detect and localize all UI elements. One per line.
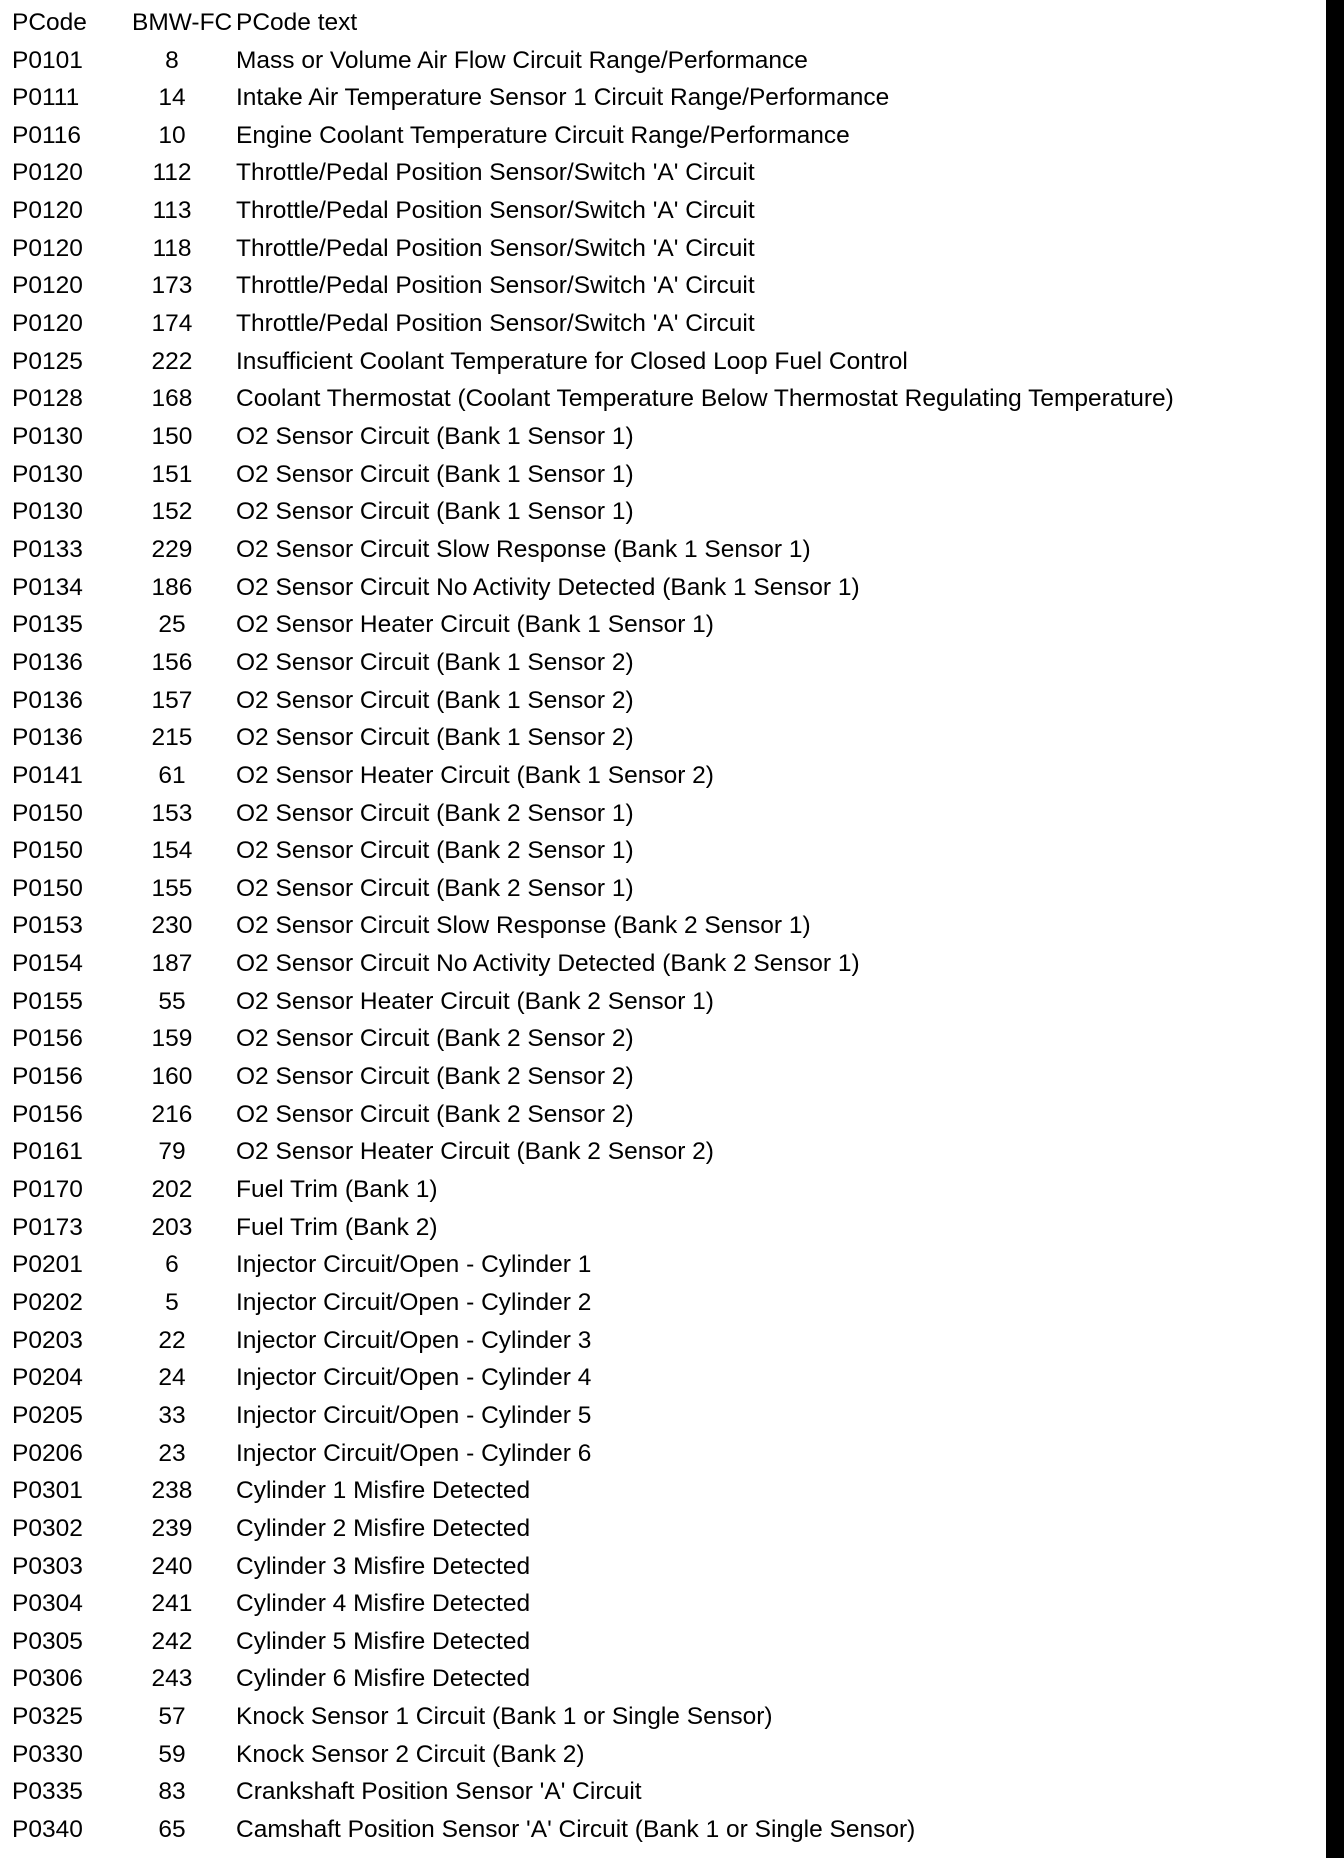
bmw-fc-cell: 152 <box>151 498 193 526</box>
table-row <box>0 1322 1320 1360</box>
pcode-cell: P0136 <box>12 686 83 714</box>
pcode-text-cell: O2 Sensor Circuit Slow Response (Bank 1 Sensor 1) <box>236 535 811 563</box>
pcode-cell: P0340 <box>12 1816 83 1844</box>
bmw-fc-cell: 241 <box>151 1590 193 1618</box>
bmw-fc-cell: 153 <box>151 799 193 827</box>
pcode-cell: P0304 <box>12 1590 83 1618</box>
bmw-fc-cell: 59 <box>158 1740 186 1768</box>
bmw-fc-cell: 168 <box>151 385 193 413</box>
bmw-fc-cell: 174 <box>151 310 193 338</box>
pcode-cell: P0125 <box>12 347 83 375</box>
table-row <box>0 832 1320 870</box>
pcode-cell: P0306 <box>12 1665 83 1693</box>
pcode-text-cell: O2 Sensor Circuit (Bank 2 Sensor 1) <box>236 799 634 827</box>
header-pcode: PCode <box>12 9 87 36</box>
pcode-text-cell: Coolant Thermostat (Coolant Temperature Below Thermostat Regulating Temperature) <box>236 385 1174 413</box>
pcode-cell: P0155 <box>12 987 83 1015</box>
bmw-fc-cell: 157 <box>151 686 193 714</box>
table-row <box>0 983 1320 1021</box>
table-row <box>0 1171 1320 1209</box>
pcode-text-cell: Cylinder 4 Misfire Detected <box>236 1590 531 1618</box>
pcode-text-cell: O2 Sensor Circuit (Bank 2 Sensor 1) <box>236 837 634 865</box>
bmw-fc-cell: 202 <box>151 1176 193 1203</box>
table-row <box>0 493 1320 531</box>
pcode-text-cell: O2 Sensor Circuit (Bank 2 Sensor 1) <box>236 874 634 902</box>
pcode-text-cell: O2 Sensor Circuit Slow Response (Bank 2 Sensor 1) <box>236 912 811 940</box>
table-row <box>0 606 1320 644</box>
pcode-text-cell: O2 Sensor Heater Circuit (Bank 1 Sensor 1) <box>236 611 714 639</box>
bmw-fc-cell: 8 <box>165 46 179 74</box>
table-row <box>0 456 1320 494</box>
table-row <box>0 1736 1320 1774</box>
bmw-fc-cell: 215 <box>151 724 193 752</box>
pcode-cell: P0203 <box>12 1326 83 1354</box>
pcode-text-cell: Throttle/Pedal Position Sensor/Switch 'A' Circuit <box>236 272 755 300</box>
pcode-cell: P0120 <box>12 159 83 187</box>
pcode-text-cell: O2 Sensor Circuit (Bank 1 Sensor 2) <box>236 724 634 752</box>
bmw-fc-cell: 222 <box>151 347 193 375</box>
pcode-text-cell: Injector Circuit/Open - Cylinder 2 <box>236 1288 592 1316</box>
pcode-cell: P0133 <box>12 535 83 563</box>
pcode-text-cell: Throttle/Pedal Position Sensor/Switch 'A' Circuit <box>236 310 755 338</box>
bmw-fc-cell: 23 <box>158 1439 186 1467</box>
table-row <box>0 192 1320 230</box>
table-row <box>0 1359 1320 1397</box>
table-row <box>0 1397 1320 1435</box>
table-header <box>0 4 1320 42</box>
pcode-cell: P0156 <box>12 1100 83 1128</box>
table-row <box>0 418 1320 456</box>
bmw-fc-cell: 187 <box>151 950 193 978</box>
pcode-cell: P0204 <box>12 1364 83 1392</box>
bmw-fc-cell: 14 <box>158 84 186 112</box>
bmw-fc-cell: 229 <box>151 535 193 563</box>
bmw-fc-cell: 25 <box>158 611 186 639</box>
pcode-cell: P0150 <box>12 799 83 827</box>
pcode-cell: P0120 <box>12 272 83 300</box>
table-row <box>0 870 1320 908</box>
table-row <box>0 1435 1320 1473</box>
pcode-text-cell: Cylinder 3 Misfire Detected <box>236 1552 531 1580</box>
pcode-cell: P0101 <box>12 46 83 74</box>
table-row <box>0 1209 1320 1247</box>
bmw-fc-cell: 216 <box>151 1100 193 1128</box>
table-row <box>0 1133 1320 1171</box>
bmw-fc-cell: 55 <box>158 987 186 1015</box>
table-row <box>0 154 1320 192</box>
pcode-text-cell: Injector Circuit/Open - Cylinder 3 <box>236 1326 592 1354</box>
pcode-cell: P0303 <box>12 1552 83 1580</box>
pcode-cell: P0111 <box>12 84 80 112</box>
table-row <box>0 117 1320 155</box>
table-row <box>0 1020 1320 1058</box>
bmw-fc-cell: 57 <box>158 1703 186 1731</box>
bmw-fc-cell: 61 <box>158 761 186 789</box>
table-row <box>0 569 1320 607</box>
right-edge-bar <box>1326 0 1344 1858</box>
pcode-cell: P0135 <box>12 611 83 639</box>
bmw-fc-cell: 160 <box>151 1063 193 1091</box>
table-row <box>0 79 1320 117</box>
pcode-text-cell: O2 Sensor Circuit (Bank 1 Sensor 1) <box>236 423 634 450</box>
header-bmw-fc: BMW-FC <box>132 9 233 36</box>
table-row <box>0 531 1320 569</box>
pcode-text-cell: O2 Sensor Heater Circuit (Bank 1 Sensor 2) <box>236 761 714 789</box>
bmw-fc-cell: 150 <box>151 423 193 450</box>
bmw-fc-cell: 33 <box>158 1401 186 1429</box>
pcode-text-cell: O2 Sensor Circuit (Bank 1 Sensor 2) <box>236 686 634 714</box>
bmw-fc-cell: 10 <box>158 121 186 149</box>
pcode-text-cell: Injector Circuit/Open - Cylinder 1 <box>236 1251 592 1279</box>
pcode-text-cell: Knock Sensor 2 Circuit (Bank 2) <box>236 1740 585 1768</box>
pcode-cell: P0134 <box>12 573 83 601</box>
pcode-text-cell: O2 Sensor Circuit (Bank 1 Sensor 1) <box>236 498 634 526</box>
pcode-text-cell: Cylinder 5 Misfire Detected <box>236 1627 531 1655</box>
bmw-fc-cell: 151 <box>151 460 193 488</box>
table-row <box>0 1660 1320 1698</box>
bmw-fc-cell: 6 <box>165 1251 179 1279</box>
table-row <box>0 1585 1320 1623</box>
table-row <box>0 757 1320 795</box>
pcode-cell: P0150 <box>12 837 83 865</box>
pcode-cell: P0206 <box>12 1439 83 1467</box>
pcode-cell: P0130 <box>12 498 83 526</box>
pcode-text-cell: Engine Coolant Temperature Circuit Range/Performance <box>236 121 850 149</box>
bmw-fc-cell: 159 <box>151 1025 193 1053</box>
pcode-cell: P0201 <box>12 1251 83 1279</box>
bmw-fc-cell: 65 <box>158 1816 186 1844</box>
table-row <box>0 1284 1320 1322</box>
pcode-text-cell: O2 Sensor Heater Circuit (Bank 2 Sensor 2) <box>236 1138 714 1166</box>
pcode-cell: P0116 <box>12 121 82 149</box>
bmw-fc-cell: 238 <box>151 1477 193 1505</box>
bmw-fc-cell: 155 <box>151 874 193 902</box>
bmw-fc-cell: 242 <box>151 1627 193 1655</box>
pcode-cell: P0302 <box>12 1514 83 1542</box>
table-row <box>0 1548 1320 1586</box>
pcode-text-cell: Cylinder 6 Misfire Detected <box>236 1665 531 1693</box>
bmw-fc-cell: 112 <box>152 159 192 187</box>
bmw-fc-cell: 118 <box>152 234 192 262</box>
pcode-text-cell: Insufficient Coolant Temperature for Closed Loop Fuel Control <box>236 347 908 375</box>
pcode-text-cell: Fuel Trim (Bank 2) <box>236 1213 438 1241</box>
pcode-cell: P0205 <box>12 1401 83 1429</box>
bmw-fc-cell: 5 <box>165 1288 179 1316</box>
table-row <box>0 230 1320 268</box>
pcode-cell: P0335 <box>12 1778 83 1806</box>
pcode-cell: P0150 <box>12 874 83 902</box>
table-row <box>0 907 1320 945</box>
pcode-text-cell: O2 Sensor Circuit No Activity Detected (Bank 1 Sensor 1) <box>236 573 860 601</box>
table-row <box>0 343 1320 381</box>
pcode-text-cell: Injector Circuit/Open - Cylinder 6 <box>236 1439 592 1467</box>
pcode-cell: P0120 <box>12 310 83 338</box>
table-row <box>0 1472 1320 1510</box>
pcode-text-cell: Throttle/Pedal Position Sensor/Switch 'A' Circuit <box>236 197 755 225</box>
pcode-text-cell: Camshaft Position Sensor 'A' Circuit (Bank 1 or Single Sensor) <box>236 1816 916 1844</box>
bmw-fc-cell: 240 <box>151 1552 193 1580</box>
pcode-cell: P0325 <box>12 1703 83 1731</box>
table-row <box>0 682 1320 720</box>
pcode-text-cell: O2 Sensor Circuit (Bank 2 Sensor 2) <box>236 1025 634 1053</box>
bmw-fc-cell: 239 <box>151 1514 193 1542</box>
table-row <box>0 267 1320 305</box>
pcode-cell: P0136 <box>12 648 83 676</box>
pcode-cell: P0202 <box>12 1288 83 1316</box>
pcode-cell: P0128 <box>12 385 83 413</box>
table-row <box>0 1773 1320 1811</box>
pcode-cell: P0154 <box>12 950 83 978</box>
pcode-cell: P0136 <box>12 724 83 752</box>
pcode-text-cell: Crankshaft Position Sensor 'A' Circuit <box>236 1778 642 1806</box>
bmw-fc-cell: 156 <box>151 648 193 676</box>
pcode-text-cell: Mass or Volume Air Flow Circuit Range/Performance <box>236 46 808 74</box>
pcode-cell: P0301 <box>12 1477 83 1505</box>
table-row <box>0 945 1320 983</box>
pcode-cell: P0156 <box>12 1063 83 1091</box>
bmw-fc-cell: 113 <box>152 197 192 225</box>
table-row <box>0 1811 1320 1849</box>
bmw-fc-cell: 173 <box>151 272 193 300</box>
pcode-text-cell: Injector Circuit/Open - Cylinder 5 <box>236 1401 592 1429</box>
pcode-cell: P0170 <box>12 1176 83 1203</box>
table-row <box>0 1246 1320 1284</box>
bmw-fc-cell: 83 <box>158 1778 186 1806</box>
pcode-text-cell: Throttle/Pedal Position Sensor/Switch 'A' Circuit <box>236 159 755 187</box>
pcode-cell: P0305 <box>12 1627 83 1655</box>
bmw-fc-cell: 243 <box>151 1665 193 1693</box>
bmw-fc-cell: 79 <box>158 1138 186 1166</box>
pcode-text-cell: O2 Sensor Heater Circuit (Bank 2 Sensor 1) <box>236 987 714 1015</box>
table-row <box>0 1623 1320 1661</box>
pcode-text-cell: Throttle/Pedal Position Sensor/Switch 'A' Circuit <box>236 234 755 262</box>
table-row <box>0 305 1320 343</box>
pcode-cell: P0173 <box>12 1213 83 1241</box>
pcode-cell: P0120 <box>12 197 83 225</box>
bmw-fc-cell: 24 <box>158 1364 186 1392</box>
pcode-text-cell: O2 Sensor Circuit (Bank 2 Sensor 2) <box>236 1100 634 1128</box>
pcode-text-cell: O2 Sensor Circuit (Bank 2 Sensor 2) <box>236 1063 634 1091</box>
pcode-text-cell: Injector Circuit/Open - Cylinder 4 <box>236 1364 592 1392</box>
bmw-fc-cell: 154 <box>151 837 193 865</box>
pcode-text-cell: Cylinder 1 Misfire Detected <box>236 1477 531 1505</box>
pcode-text-cell: Cylinder 2 Misfire Detected <box>236 1514 531 1542</box>
header-pcode-text: PCode text <box>236 9 358 36</box>
table-row <box>0 42 1320 80</box>
bmw-fc-cell: 22 <box>158 1326 186 1354</box>
pcode-text-cell: O2 Sensor Circuit (Bank 1 Sensor 1) <box>236 460 634 488</box>
bmw-fc-cell: 186 <box>151 573 193 601</box>
pcode-text-cell: O2 Sensor Circuit No Activity Detected (Bank 2 Sensor 1) <box>236 950 860 978</box>
pcode-cell: P0120 <box>12 234 83 262</box>
table-row <box>0 1058 1320 1096</box>
pcode-cell: P0330 <box>12 1740 83 1768</box>
pcode-cell: P0130 <box>12 460 83 488</box>
pcode-cell: P0161 <box>12 1138 83 1166</box>
pcode-text-cell: Knock Sensor 1 Circuit (Bank 1 or Single Sensor) <box>236 1703 773 1731</box>
table-row <box>0 719 1320 757</box>
pcode-text-cell: Fuel Trim (Bank 1) <box>236 1176 438 1203</box>
pcode-text-cell: Intake Air Temperature Sensor 1 Circuit Range/Performance <box>236 84 890 112</box>
bmw-fc-cell: 230 <box>151 912 193 940</box>
table-row <box>0 1698 1320 1736</box>
table-row <box>0 1510 1320 1548</box>
pcode-cell: P0130 <box>12 423 83 450</box>
table-row <box>0 1096 1320 1134</box>
table-row <box>0 644 1320 682</box>
pcode-cell: P0141 <box>12 761 83 789</box>
table-row <box>0 795 1320 833</box>
pcode-cell: P0156 <box>12 1025 83 1053</box>
bmw-fc-cell: 203 <box>151 1213 193 1241</box>
pcode-text-cell: O2 Sensor Circuit (Bank 1 Sensor 2) <box>236 648 634 676</box>
table-row <box>0 380 1320 418</box>
pcode-cell: P0153 <box>12 912 83 940</box>
